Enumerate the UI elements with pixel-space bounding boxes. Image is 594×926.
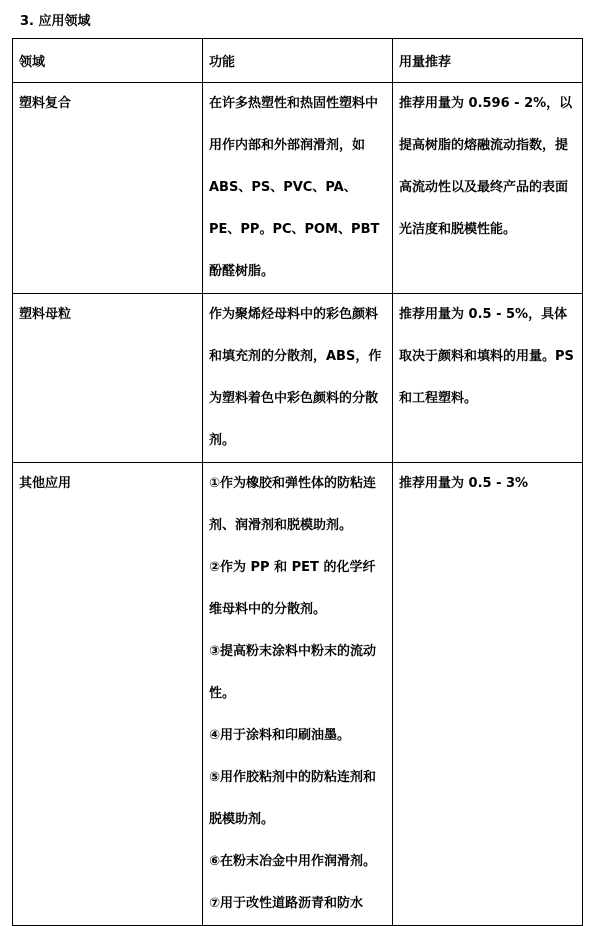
function-list-item: ⑦用于改性道路沥青和防水 — [209, 896, 364, 911]
cell-area: 塑料母粒 — [13, 294, 203, 463]
cell-area: 其他应用 — [13, 463, 203, 926]
function-list-item: ⑥在粉末冶金中用作润滑剂。 — [209, 854, 377, 869]
cell-dosage: 推荐用量为 0.5 - 3% — [393, 463, 583, 926]
function-list-item: ③提高粉末涂料中粉末的流动性。 — [209, 644, 377, 701]
cell-area: 塑料复合 — [13, 83, 203, 294]
section-heading: 3. 应用领域 — [20, 14, 91, 29]
cell-function: 作为聚烯烃母料中的彩色颜料和填充剂的分散剂，ABS，作为塑料着色中彩色颜料的分散剂。 — [203, 294, 393, 463]
cell-dosage: 推荐用量为 0.5 - 5%，具体取决于颜料和填料的用量。PS 和工程塑料。 — [393, 294, 583, 463]
table-row — [13, 463, 583, 926]
table-header-row — [13, 39, 583, 83]
function-list-item: ④用于涂料和印刷油墨。 — [209, 728, 351, 743]
function-list-item: ②作为 PP 和 PET 的化学纤维母料中的分散剂。 — [209, 560, 376, 617]
function-list-item: ①作为橡胶和弹性体的防粘连剂、润滑剂和脱模助剂。 — [209, 476, 377, 533]
header-function: 功能 — [203, 39, 393, 83]
cell-function-list — [203, 463, 393, 926]
function-list-item: ⑤用作胶粘剂中的防粘连剂和脱模助剂。 — [209, 770, 377, 827]
application-table — [12, 38, 583, 926]
cell-dosage: 推荐用量为 0.596 - 2%，以提高树脂的熔融流动指数，提高流动性以及最终产品的表面光洁度和脱模性能。 — [393, 83, 583, 294]
header-area: 领域 — [13, 39, 203, 83]
table-row — [13, 83, 583, 294]
cell-function: 在许多热塑性和热固性塑料中用作内部和外部润滑剂，如ABS、PS、PVC、PA、PE、PP。PC、POM、PBT 酚醛树脂。 — [203, 83, 393, 294]
header-dosage: 用量推荐 — [393, 39, 583, 83]
table-row — [13, 294, 583, 463]
